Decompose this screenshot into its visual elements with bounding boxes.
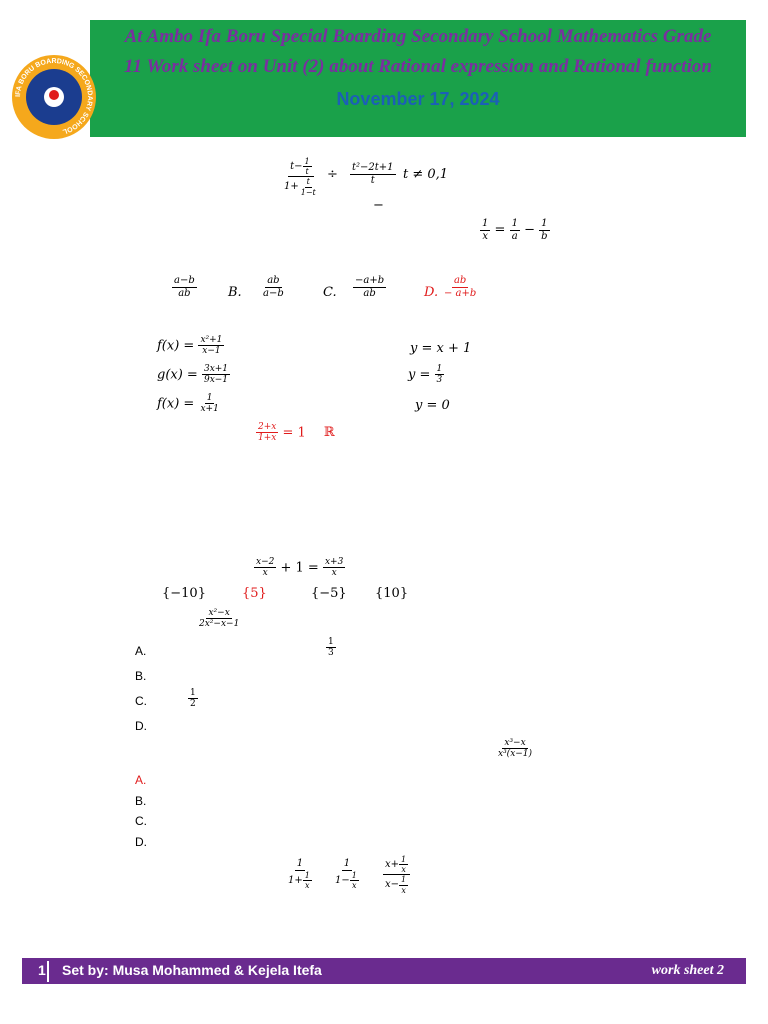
footer-author: Set by: Musa Mohammed & Kejela Itefa	[62, 962, 322, 978]
q3-function-f1: f(x) = $\frac{\text{x²+1}}{x-1}$	[157, 335, 223, 357]
logo-ring-text	[12, 55, 96, 139]
q3-answer-equation: $\frac{2+x}{1+x}$ = 1 ℝ	[258, 422, 335, 444]
q3-asymptote-2: y = $\frac{1}{3}$	[408, 364, 443, 386]
q3-function-f2: f(x) = $\frac{1}{x+1}$	[157, 393, 219, 415]
footer-divider	[47, 961, 49, 982]
q4-option-2-answer: {5}	[242, 586, 267, 601]
header-title-line2: 11 Work sheet on Unit (2) about Rational expression and Rational function	[124, 56, 712, 77]
q7-expression-3: x+ $\frac{1}{x}$ x− $\frac{1}{x}$	[383, 855, 410, 895]
q2-option-c-label: C.	[323, 285, 337, 300]
q2-option-c: $\frac{-a+b}{ab}$	[355, 275, 385, 299]
q1-dash: −	[373, 198, 384, 213]
q4-option-4: {10}	[375, 586, 409, 601]
q6-option-b: B.	[135, 794, 147, 808]
q2-option-a: $\frac{a-b}{ab}$	[174, 275, 195, 299]
q2-option-b-label: B.	[228, 285, 242, 300]
q6-option-d: D.	[135, 835, 147, 849]
logo-text: IFA BORU BOARDING SECONDARY SCHOOL	[14, 57, 94, 135]
q5-value-a: $\frac{1}{3}$	[328, 637, 334, 659]
q4-option-1: {−10}	[162, 586, 206, 601]
q7-expression-2: 1 1− $\frac{1}{x}$	[335, 858, 357, 890]
footer-sheet-label: work sheet 2	[651, 963, 724, 978]
q5-value-c: $\frac{1}{2}$	[190, 688, 196, 710]
q3-asymptote-3: y = 0	[415, 398, 450, 413]
q6-option-a-answer: A.	[135, 773, 147, 787]
q2-option-d-label: D.	[424, 285, 439, 300]
page-number: 1	[38, 962, 46, 978]
q4-option-3: {−5}	[311, 586, 347, 601]
q5-expression: $\frac{\text{x²−x}}{\text{2x²−x−1}}$	[199, 608, 240, 630]
q5-option-d: D.	[135, 719, 147, 733]
q1-right-fraction: $\frac{\text{t²−2t+1}}{t}$	[352, 162, 394, 186]
q5-option-c: C.	[135, 694, 147, 708]
q3-function-g: g(x) = $\frac{3x+1}{9x-1}$	[157, 364, 229, 386]
q2-equation: $\frac{1}{x}$ = $\frac{1}{a}$ − $\frac{1}{b}$	[482, 218, 548, 242]
q1-condition: t ≠ 0,1	[403, 167, 449, 182]
q7-expression-1: 1 1+ $\frac{1}{x}$	[288, 858, 310, 890]
q5-option-a: A.	[135, 644, 147, 658]
q1-complex-fraction: t− $\frac{1}{t}$ 1+ $\frac{t}{1-t}$	[284, 157, 316, 197]
header-title-line1: At Ambo Ifa Boru Special Boarding Secondary School Mathematics Grade	[124, 26, 712, 47]
q4-equation: $\frac{x-2}{x}$ + 1 = $\frac{x+3}{x}$	[256, 557, 344, 579]
q3-asymptote-1: y = x + 1	[410, 341, 472, 356]
q6-option-c: C.	[135, 814, 147, 828]
q5-option-b: B.	[135, 669, 147, 683]
q2-option-d-answer: $\frac{ab}{- a+b}$	[444, 275, 477, 299]
q1-divide-sign: ÷	[327, 167, 338, 182]
header-date: November 17, 2024	[336, 89, 500, 109]
q6-expression: $\frac{\text{x³−x}}{\text{x³(x−1)}}$	[498, 738, 533, 760]
q2-option-b: $\frac{ab}{a-b}$	[263, 275, 284, 299]
